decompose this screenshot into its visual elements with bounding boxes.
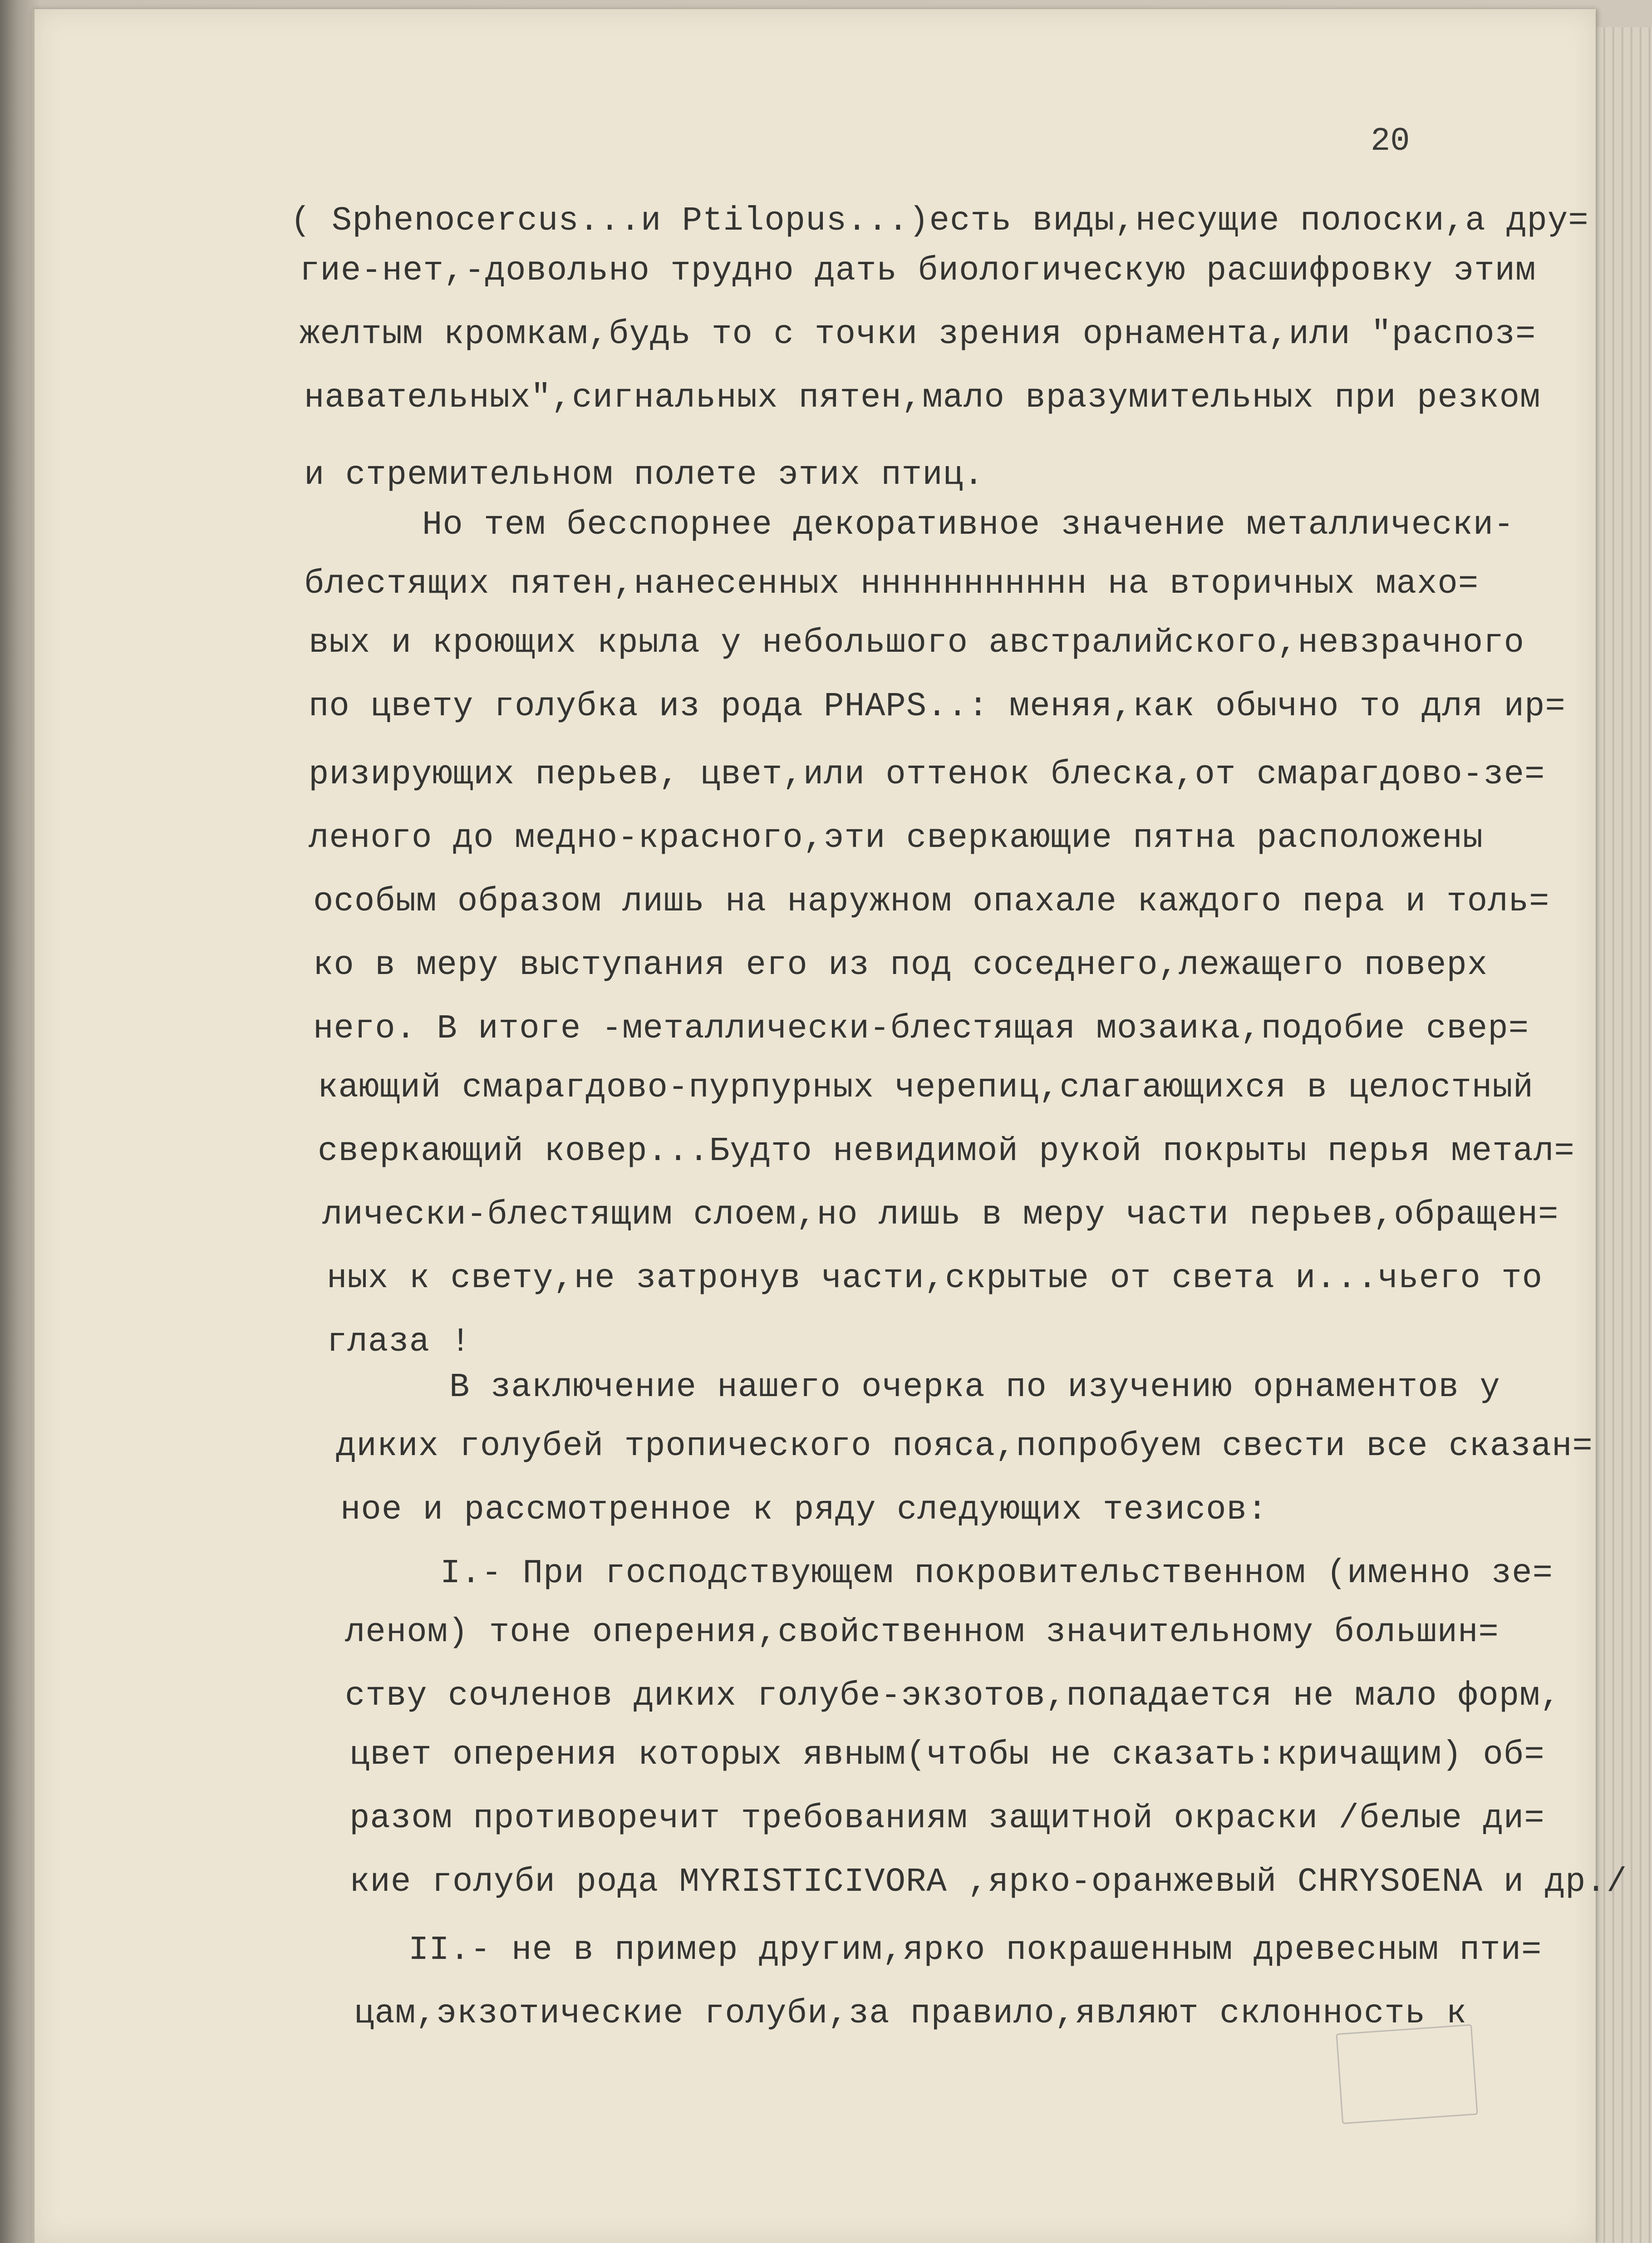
text-line: цвет оперения которых явным(чтобы не сказать:кричащим) об= — [349, 1736, 1545, 1774]
text-line: леного до медно-красного,эти сверкающие пятна расположены — [309, 819, 1484, 857]
text-line: особым образом лишь на наружном опахале каждого пера и толь= — [313, 883, 1550, 921]
text-line: по цвету голубка из рода PHAPS..: меняя,как обычно то для ир= — [309, 688, 1566, 726]
page-number: 20 — [1371, 123, 1410, 160]
text-line: вых и кроющих крыла у небольшого австралийского,невзрачного — [309, 624, 1525, 662]
text-line: леном) тоне оперения,свойственном значительному большин= — [345, 1613, 1499, 1652]
text-line: В заключение нашего очерка по изучению орнаментов у — [449, 1368, 1500, 1407]
text-line: сверкающий ковер...Будто невидимой рукой покрыты перья метал= — [318, 1132, 1575, 1171]
text-line: него. В итоге -металлически-блестящая мозаика,подобие свер= — [313, 1010, 1529, 1048]
text-line: навательных",сигнальных пятен,мало вразумительных при резком — [304, 379, 1541, 417]
text-line: Но тем бесспорнее декоративное значение металлически- — [422, 506, 1514, 544]
text-line: лически-блестящим слоем,но лишь в меру части перьев,обращен= — [322, 1196, 1559, 1234]
text-line: желтым кромкам,будь то с точки зрения орнамента,или "распоз= — [300, 315, 1536, 354]
text-line: гие-нет,-довольно трудно дать биологическую расшифровку этим — [300, 252, 1536, 290]
text-line: глаза ! — [327, 1323, 471, 1361]
text-line: ное и рассмотренное к ряду следующих тезисов: — [340, 1491, 1268, 1529]
text-line: разом противоречит требованиям защитной окраски /белые ди= — [349, 1800, 1545, 1838]
text-line: II.- не в пример другим,ярко покрашенным древесным пти= — [408, 1931, 1542, 1969]
text-line: ( Sphenocercus...и Ptilopus...)есть виды,несущие полоски,а дру= — [290, 202, 1589, 240]
text-line: ко в меру выступания его из под соседнего,лежащего поверх — [313, 946, 1488, 984]
text-line: блестящих пятен,нанесенных ннннннннннн на вторичных махо= — [304, 565, 1479, 603]
text-line: ных к свету,не затронув части,скрытые от света и...чьего то — [327, 1259, 1543, 1298]
text-line: кающий смарагдово-пурпурных черепиц,слагающихся в целостный — [318, 1069, 1534, 1107]
library-stamp-watermark — [1336, 2024, 1478, 2124]
text-line: ству сочленов диких голубе-экзотов,попадается не мало форм, — [345, 1677, 1561, 1715]
text-line: кие голуби рода MYRISTICIVORA ,ярко-оранжевый CHRYSOENA и др./ — [349, 1863, 1627, 1901]
text-line: I.- При господствующем покровительственном (именно зе= — [440, 1554, 1553, 1593]
text-line: ризирующих перьев, цвет,или оттенок блеска,от смарагдово-зе= — [309, 756, 1545, 794]
text-line: и стремительном полете этих птиц. — [304, 456, 984, 494]
text-line: диких голубей тропического пояса,попробуем свести все сказан= — [336, 1427, 1593, 1466]
text-line: цам,экзотические голуби,за правило,являют склонность к — [354, 1995, 1467, 2033]
